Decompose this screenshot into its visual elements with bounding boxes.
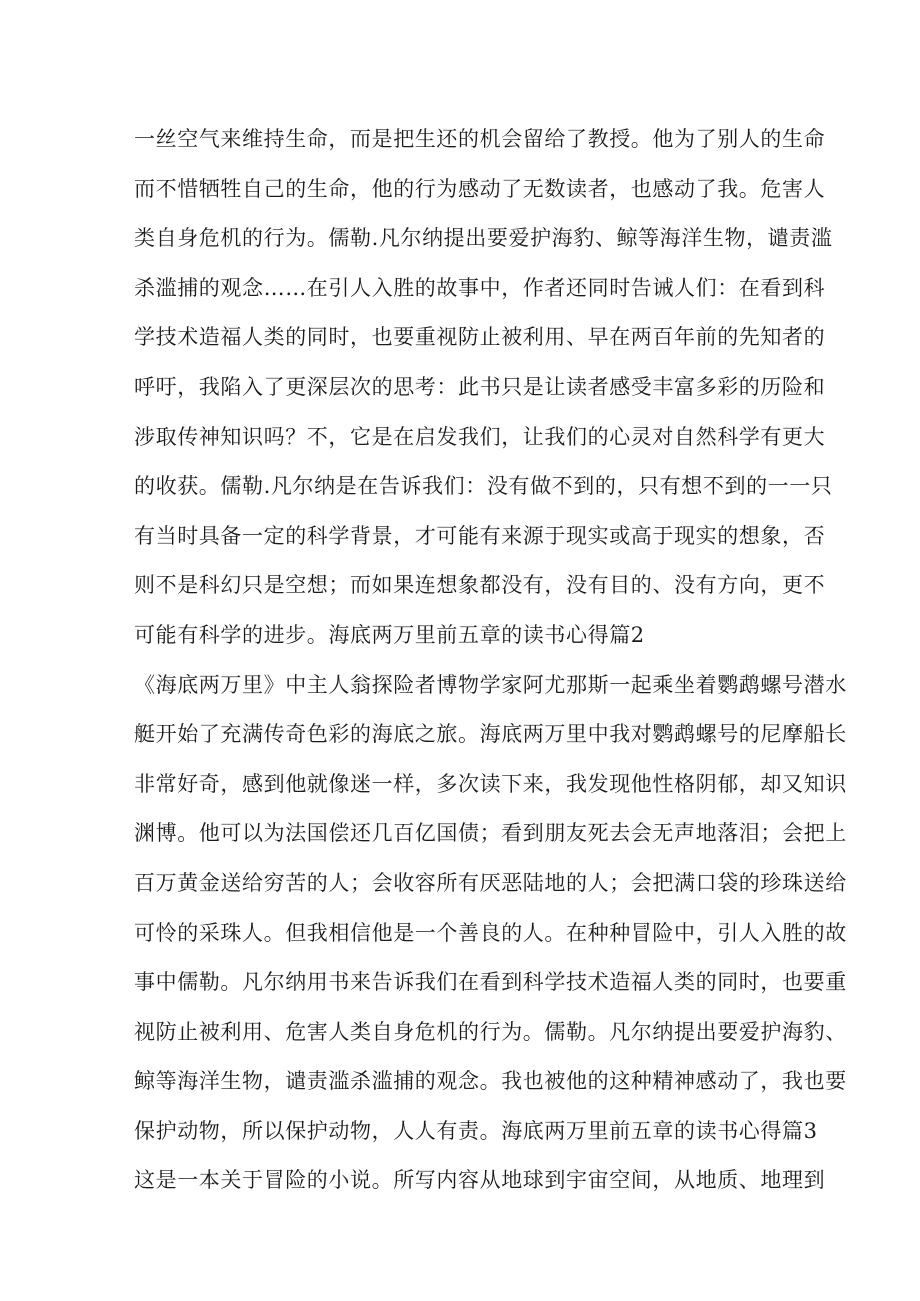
text-line: 艇开始了充满传奇色彩的海底之旅。海底两万里中我对鹦鹉螺号的尼摩船长 <box>134 722 847 747</box>
text-line: 的收获。儒勒.凡尔纳是在告诉我们：没有做不到的，只有想不到的一一只 <box>134 474 833 499</box>
text-line: 这是一本关于冒险的小说。所写内容从地球到宇宙空间，从地质、地理到 <box>134 1168 826 1193</box>
text-line: 则不是科幻只是空想；而如果连想象都没有，没有目的、没有方向，更不 <box>134 573 826 598</box>
text-line: 视防止被利用、危害人类自身危机的行为。儒勒。凡尔纳提出要爱护海豹、 <box>134 1019 847 1044</box>
section-heading-line: 可能有科学的进步。海底两万里前五章的读书心得篇2 <box>134 622 645 647</box>
text-line: 事中儒勒。凡尔纳用书来告诉我们在看到科学技术造福人类的同时，也要重 <box>134 970 847 995</box>
text-line: 《海底两万里》中主人翁探险者博物学家阿尤那斯一起乘坐着鹦鹉螺号潜水 <box>134 672 847 697</box>
text-line: 涉取传神知识吗？不，它是在启发我们，让我们的心灵对自然科学有更大 <box>134 424 826 449</box>
text-line: 有当时具备一定的科学背景，才可能有来源于现实或高于现实的想象，否 <box>134 523 826 548</box>
text-line: 而不惜牺牲自己的生命，他的行为感动了无数读者，也感动了我。危害人 <box>134 176 826 201</box>
text-line: 百万黄金送给穷苦的人；会收容所有厌恶陆地的人；会把满口袋的珍珠送给 <box>134 870 847 895</box>
text-line: 杀滥捕的观念……在引人入胜的故事中，作者还同时告诫人们：在看到科 <box>134 275 826 300</box>
text-line: 可怜的采珠人。但我相信他是一个善良的人。在种种冒险中，引人入胜的故 <box>134 920 847 945</box>
text-line: 学技术造福人类的同时，也要重视防止被利用、早在两百年前的先知者的 <box>134 325 826 350</box>
text-line: 类自身危机的行为。儒勒.凡尔纳提出要爱护海豹、鲸等海洋生物，谴责滥 <box>134 226 833 251</box>
text-line: 一丝空气来维持生命，而是把生还的机会留给了教授。他为了别人的生命 <box>134 127 826 151</box>
text-line: 鲸等海洋生物，谴责滥杀滥捕的观念。我也被他的这种精神感动了，我也要 <box>134 1069 847 1094</box>
text-line: 渊博。他可以为法国偿还几百亿国债；看到朋友死去会无声地落泪；会把上 <box>134 821 847 846</box>
body-text <box>134 115 847 1206</box>
text-line: 呼吁，我陷入了更深层次的思考：此书只是让读者感受丰富多彩的历险和 <box>134 374 826 399</box>
section-heading-line: 保护动物，所以保护动物，人人有责。海底两万里前五章的读书心得篇3 <box>134 1118 818 1143</box>
text-line: 非常好奇，感到他就像迷一样，多次读下来，我发现他性格阴郁，却又知识 <box>134 771 847 796</box>
